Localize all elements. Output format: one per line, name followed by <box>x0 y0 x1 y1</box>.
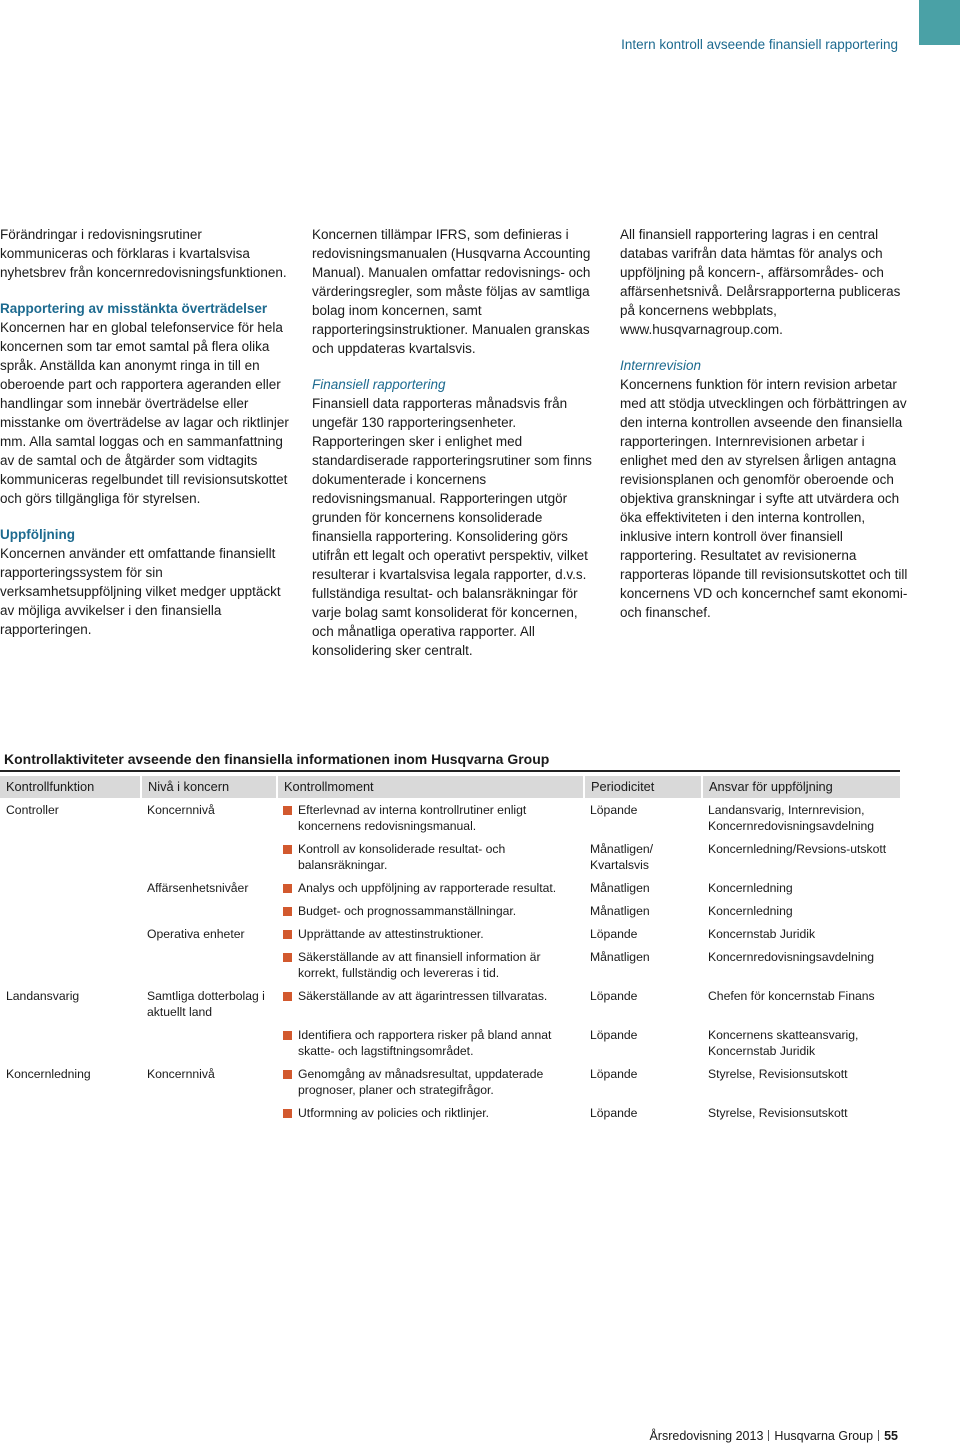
cell-moment <box>277 1101 584 1124</box>
paragraph: All finansiell rapportering lagras i en central databas varifrån data hämtas för analys och uppföljning på koncern-, affärsområdes- och affärsenhetsnivå. Delårsrapporterna publiceras på koncernens webbplats, www.husqvarnagroup.com. <box>620 227 901 337</box>
cell-period: Löpande <box>590 1067 638 1081</box>
subheading: Uppföljning <box>0 527 75 542</box>
subheading: Finansiell rapportering <box>312 377 446 392</box>
cell-period: Månatligen/ Kvartalsvis <box>590 842 654 872</box>
bullet-square-icon <box>283 992 292 1001</box>
cell-niva: Koncernnivå <box>147 1067 215 1081</box>
table-row <box>0 945 900 984</box>
control-moment-text: Utformning av policies och riktlinjer. <box>298 1106 490 1120</box>
control-moment-text: Kontroll av konsoliderade resultat- och balansräkningar. <box>298 842 506 872</box>
control-moment-text: Analys och uppföljning av rapporterade resultat. <box>298 881 557 895</box>
cell-ansvar: Koncernledning/Revsions-utskott <box>708 842 887 856</box>
control-moment-text: Identifiera och rapportera risker på bland annat skatte- och lagstiftningsområdet. <box>298 1028 552 1058</box>
control-moment-text: Säkerställande av att ägarintressen tillvaratas. <box>298 989 548 1003</box>
control-moment-text: Efterlevnad av interna kontrollrutiner enligt koncernens redovisningsmanual. <box>298 803 527 833</box>
cell-moment <box>277 798 584 837</box>
section-internrevision <box>620 356 910 622</box>
cell-ansvar: Koncernredovisningsavdelning <box>708 950 874 964</box>
paragraph: Koncernen använder ett omfattande finansiellt rapporteringssystem för sin verksamhetsuppföljning vilket medger upptäckt av möjliga avvikelser i den finansiella rapporteringen. <box>0 546 281 637</box>
control-moment-text: Upprättande av attestinstruktioner. <box>298 927 484 941</box>
cell-moment <box>277 984 584 1023</box>
footer-company: Husqvarna Group <box>774 1429 874 1443</box>
cell-period: Löpande <box>590 927 638 941</box>
paragraph: Koncernen har en global telefonservice för hela koncernen som tar emot samtal på flera olika språk. Anställda kan anonymt ringa in till en oberoende part och rapportera ageranden eller handlingar som innebär överträdelse eller misstanke om överträdelse av lagar och riktlinjer mm. Alla samtal loggas och en sammanfattning av de samtal och de åtgärder som vidtagits kommuniceras regelbundet till revisionsutskottet och görs tillgängliga för styrelsen. <box>0 320 289 506</box>
column-header: Periodicitet <box>584 776 702 798</box>
cell-funktion <box>0 1023 141 1062</box>
cell-moment <box>277 1062 584 1101</box>
bullet-square-icon <box>283 953 292 962</box>
column-header: Kontrollmoment <box>277 776 584 798</box>
section-uppfoljning <box>0 525 290 639</box>
cell-niva: Koncernnivå <box>147 803 215 817</box>
cell-funktion <box>0 945 141 984</box>
control-activities-table <box>0 776 900 1124</box>
control-moment-text: Genomgång av månadsresultat, uppdaterade prognoser, planer och strategifrågor. <box>298 1067 544 1097</box>
control-moment-text: Budget- och prognossammanställningar. <box>298 904 517 918</box>
table-row <box>0 1101 900 1124</box>
cell-period: Månatligen <box>590 904 650 918</box>
paragraph: Koncernens funktion för intern revision arbetar med att stödja utvecklingen och förbättringen av den interna kontrollen avseende den finansiella rapporteringen. Internrevisionen arbetar i enlighet med den av styrelsen årligen antagna revisionsplanen och genomför oberoende och objektiva granskningar i syfte att utvärdera och öka effektiviteten i den interna kontrollen, inklusive intern kontroll över finansiell rapportering. Resultatet av revisionerna rapporteras löpande till revisionsutskottet och till koncernens VD och koncernchef samt ekonomi- och finanschef. <box>620 377 908 620</box>
cell-funktion <box>0 922 141 945</box>
cell-moment <box>277 945 584 984</box>
section-rapportering <box>0 299 290 508</box>
cell-moment <box>277 922 584 945</box>
page-footer <box>649 1429 898 1443</box>
section-finansiell-rapportering <box>312 375 597 660</box>
cell-ansvar: Koncernstab Juridik <box>708 927 816 941</box>
table-title: Kontrollaktiviteter avseende den finansiella informationen inom Husqvarna Group <box>4 751 550 767</box>
cell-moment <box>277 899 584 922</box>
table-rule <box>0 770 900 772</box>
cell-niva: Operativa enheter <box>147 927 245 941</box>
table-row <box>0 837 900 876</box>
text-column-1 <box>0 225 290 656</box>
running-header: Intern kontroll avseende finansiell rapportering <box>621 37 898 52</box>
cell-period: Månatligen <box>590 881 650 895</box>
paragraph: Koncernen tillämpar IFRS, som definieras i redovisningsmanualen (Husqvarna Accounting Manual). Manualen omfattar redovisnings- och värderingsregler, som måste följas av samtliga bolag inom koncernen, samt rapporteringsinstruktioner. Manualen granskas och uppdateras kvartalsvis. <box>312 227 591 356</box>
table-row <box>0 1062 900 1101</box>
table-row <box>0 984 900 1023</box>
text-column-3 <box>620 225 910 639</box>
cell-funktion: Koncernledning <box>6 1067 91 1081</box>
bullet-square-icon <box>283 1070 292 1079</box>
cell-funktion <box>0 837 141 876</box>
cell-niva <box>141 945 277 984</box>
cell-niva <box>141 899 277 922</box>
cell-funktion <box>0 1101 141 1124</box>
bullet-square-icon <box>283 1031 292 1040</box>
paragraph: Finansiell data rapporteras månadsvis från ungefär 130 rapporteringsenheter. Rapporteringen sker i enlighet med standardiserade rapporteringsrutiner som finns dokumenterade i koncernens redovisningsmanual. Rapporteringen utgör grunden för koncernens konsoliderade finansiella rapportering. Konsolidering görs utifrån ett legalt och operativt perspektiv, vilket resulterar i kvartalsvisa legala rapporter, d.v.s. fullständiga resultat- och balansräkningar för varje bolag samt konsoliderat för koncernen, och månatliga operativa rapporter. All konsolidering sker centralt. <box>312 396 592 658</box>
table-row <box>0 798 900 837</box>
cell-niva <box>141 1023 277 1062</box>
bullet-square-icon <box>283 907 292 916</box>
bullet-square-icon <box>283 845 292 854</box>
bullet-square-icon <box>283 1109 292 1118</box>
cell-ansvar: Chefen för koncernstab Finans <box>708 989 875 1003</box>
table-row <box>0 922 900 945</box>
cell-moment <box>277 1023 584 1062</box>
paragraph: Förändringar i redovisningsrutiner kommuniceras och förklaras i kvartalsvisa nyhetsbrev från koncernredovisningsfunktionen. <box>0 227 287 280</box>
cell-period: Månatligen <box>590 950 650 964</box>
cell-niva: Affärsenhetsnivåer <box>147 881 249 895</box>
table-header-row <box>0 776 900 798</box>
cell-niva: Samtliga dotterbolag i aktuellt land <box>147 989 265 1019</box>
cell-ansvar: Styrelse, Revisionsutskott <box>708 1067 848 1081</box>
footer-separator <box>878 1430 879 1441</box>
column-header: Nivå i koncern <box>141 776 277 798</box>
bullet-square-icon <box>283 930 292 939</box>
cell-period: Löpande <box>590 803 638 817</box>
cell-funktion: Controller <box>6 803 59 817</box>
cell-period: Löpande <box>590 1028 638 1042</box>
column-header: Kontrollfunktion <box>0 776 141 798</box>
control-moment-text: Säkerställande av att finansiell information är korrekt, fullständig och levereras i tid. <box>298 950 541 980</box>
cell-ansvar: Landansvarig, Internrevision, Koncernredovisningsavdelning <box>708 803 874 833</box>
cell-period: Löpande <box>590 1106 638 1120</box>
bullet-square-icon <box>283 884 292 893</box>
cell-ansvar: Koncernledning <box>708 904 793 918</box>
table-row <box>0 899 900 922</box>
bullet-square-icon <box>283 806 292 815</box>
table-row <box>0 876 900 899</box>
text-column-2 <box>312 225 597 677</box>
footer-report: Årsredovisning 2013 <box>649 1429 764 1443</box>
cell-niva <box>141 837 277 876</box>
cell-funktion <box>0 899 141 922</box>
cell-moment <box>277 876 584 899</box>
subheading: Rapportering av misstänkta överträdelser <box>0 301 268 316</box>
cell-ansvar: Koncernens skatteansvarig, Koncernstab Juridik <box>708 1028 859 1058</box>
cell-funktion: Landansvarig <box>6 989 80 1003</box>
cell-period: Löpande <box>590 989 638 1003</box>
column-header: Ansvar för uppföljning <box>702 776 900 798</box>
cell-funktion <box>0 876 141 899</box>
subheading: Internrevision <box>620 358 702 373</box>
page-number: 55 <box>884 1429 898 1443</box>
table-row <box>0 1023 900 1062</box>
cell-niva <box>141 1101 277 1124</box>
section-color-tab <box>919 0 960 45</box>
footer-separator <box>768 1430 769 1441</box>
cell-ansvar: Styrelse, Revisionsutskott <box>708 1106 848 1120</box>
cell-moment <box>277 837 584 876</box>
cell-ansvar: Koncernledning <box>708 881 793 895</box>
